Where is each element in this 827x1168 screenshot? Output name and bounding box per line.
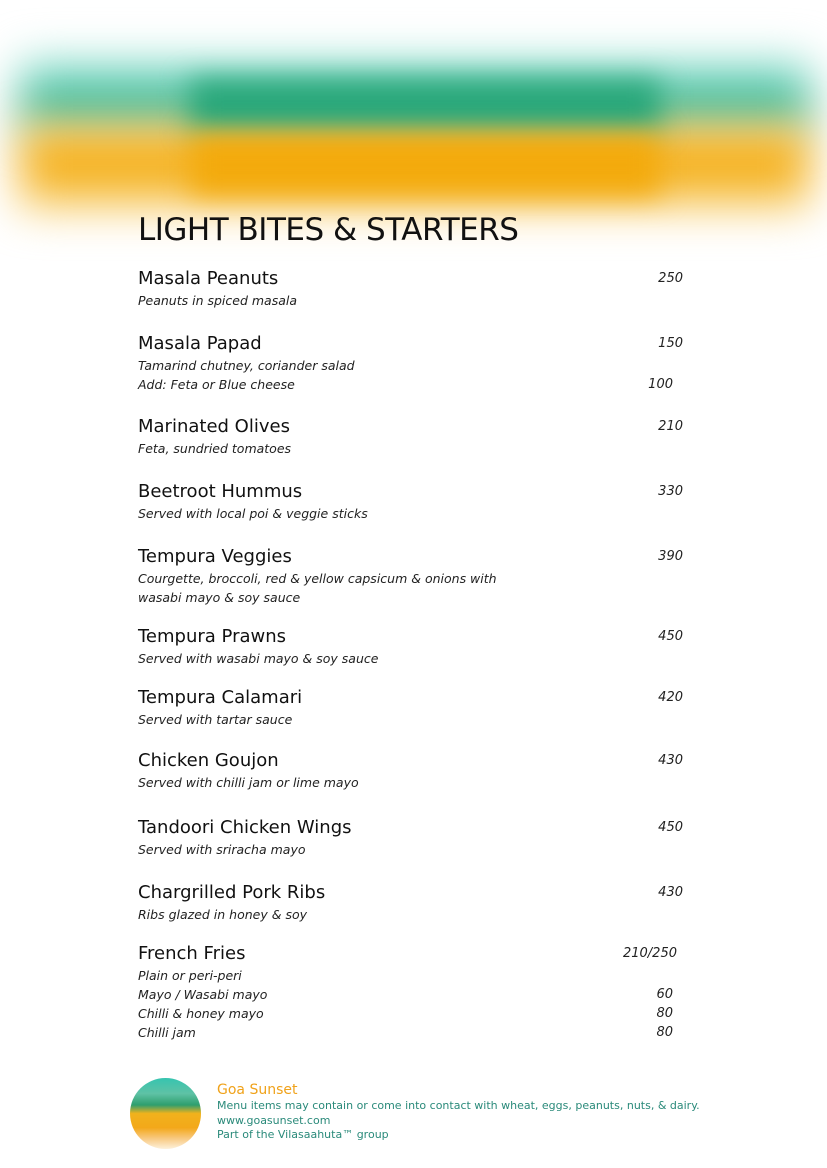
item-description	[138, 773, 683, 792]
menu-item	[138, 267, 683, 310]
item-name: Marinated Olives	[138, 416, 290, 437]
sunset-logo	[130, 1078, 201, 1149]
item-name: Tandoori Chicken Wings	[138, 817, 352, 838]
item-price: 430	[658, 753, 683, 768]
addon-price: 80	[656, 1006, 673, 1021]
item-description	[138, 504, 683, 523]
section-title: LIGHT BITES & STARTERS	[138, 212, 519, 248]
menu-item	[138, 625, 683, 668]
menu-item	[138, 749, 683, 792]
item-description	[138, 291, 683, 310]
item-description	[138, 905, 683, 924]
item-price: 390	[658, 549, 683, 564]
item-name: French Fries	[138, 943, 246, 964]
item-description	[138, 439, 683, 458]
item-name-row	[138, 749, 683, 773]
item-description	[138, 985, 683, 1004]
description-text: Peanuts in spiced masala	[138, 293, 298, 308]
description-text: Chilli jam	[138, 1025, 196, 1040]
item-price: 420	[658, 690, 683, 705]
item-name-row	[138, 881, 683, 905]
addon-price: 100	[648, 377, 673, 392]
item-name: Beetroot Hummus	[138, 481, 303, 502]
menu-item	[138, 332, 683, 394]
restaurant-name: Goa Sunset	[217, 1082, 298, 1098]
item-price: 450	[658, 629, 683, 644]
item-price: 330	[658, 484, 683, 499]
item-name: Masala Peanuts	[138, 268, 279, 289]
website-link[interactable]: www.goasunset.com	[217, 1113, 331, 1127]
item-name-row	[138, 332, 683, 356]
group-note: Part of the Vilasaahuta™ group	[217, 1128, 389, 1141]
item-name: Tempura Prawns	[138, 626, 287, 647]
item-price: 450	[658, 820, 683, 835]
addon-price: 60	[656, 987, 673, 1002]
description-text: Tamarind chutney, coriander salad	[138, 358, 355, 373]
description-text: Served with sriracha mayo	[138, 842, 306, 857]
header-teal-core	[190, 80, 660, 130]
addon-price: 80	[656, 1025, 673, 1040]
item-price: 430	[658, 885, 683, 900]
item-description	[138, 588, 683, 607]
item-description	[138, 1004, 683, 1023]
item-name-row	[138, 686, 683, 710]
item-price: 210/250	[622, 946, 677, 961]
description-text: Feta, sundried tomatoes	[138, 441, 292, 456]
item-name: Tempura Veggies	[138, 546, 292, 567]
description-text: Add: Feta or Blue cheese	[138, 377, 295, 392]
description-text: Served with chilli jam or lime mayo	[138, 775, 359, 790]
allergen-notice: Menu items may contain or come into contact with wheat, eggs, peanuts, nuts, & dairy.	[217, 1099, 700, 1112]
item-name: Tempura Calamari	[138, 687, 303, 708]
item-name-row	[138, 415, 683, 439]
header-orange-core	[190, 135, 660, 195]
menu-item	[138, 942, 683, 1042]
description-text: Courgette, broccoli, red & yellow capsicum & onions with	[138, 571, 497, 586]
item-name-row	[138, 942, 683, 966]
item-description	[138, 966, 683, 985]
item-description	[138, 840, 683, 859]
menu-item	[138, 881, 683, 924]
description-text: Served with local poi & veggie sticks	[138, 506, 368, 521]
item-name: Masala Papad	[138, 333, 262, 354]
item-description	[138, 710, 683, 729]
item-name-row	[138, 545, 683, 569]
menu-item	[138, 816, 683, 859]
menu-item	[138, 545, 683, 607]
item-price: 150	[658, 336, 683, 351]
item-name-row	[138, 816, 683, 840]
item-name-row	[138, 267, 683, 291]
item-description	[138, 356, 683, 375]
item-name: Chargrilled Pork Ribs	[138, 882, 326, 903]
description-text: Served with tartar sauce	[138, 712, 293, 727]
description-text: Ribs glazed in honey & soy	[138, 907, 308, 922]
menu-item	[138, 480, 683, 523]
item-price: 250	[658, 271, 683, 286]
description-text: Served with wasabi mayo & soy sauce	[138, 651, 379, 666]
footer-text	[217, 1081, 737, 1143]
description-text: Mayo / Wasabi mayo	[138, 987, 268, 1002]
item-description	[138, 649, 683, 668]
description-text: wasabi mayo & soy sauce	[138, 590, 301, 605]
item-name-row	[138, 480, 683, 504]
item-price: 210	[658, 419, 683, 434]
item-description	[138, 569, 683, 588]
description-text: Plain or peri-peri	[138, 968, 242, 983]
item-name-row	[138, 625, 683, 649]
item-name: Chicken Goujon	[138, 750, 279, 771]
description-text: Chilli & honey mayo	[138, 1006, 264, 1021]
item-description	[138, 1023, 683, 1042]
item-description	[138, 375, 683, 394]
menu-item	[138, 415, 683, 458]
menu-item	[138, 686, 683, 729]
